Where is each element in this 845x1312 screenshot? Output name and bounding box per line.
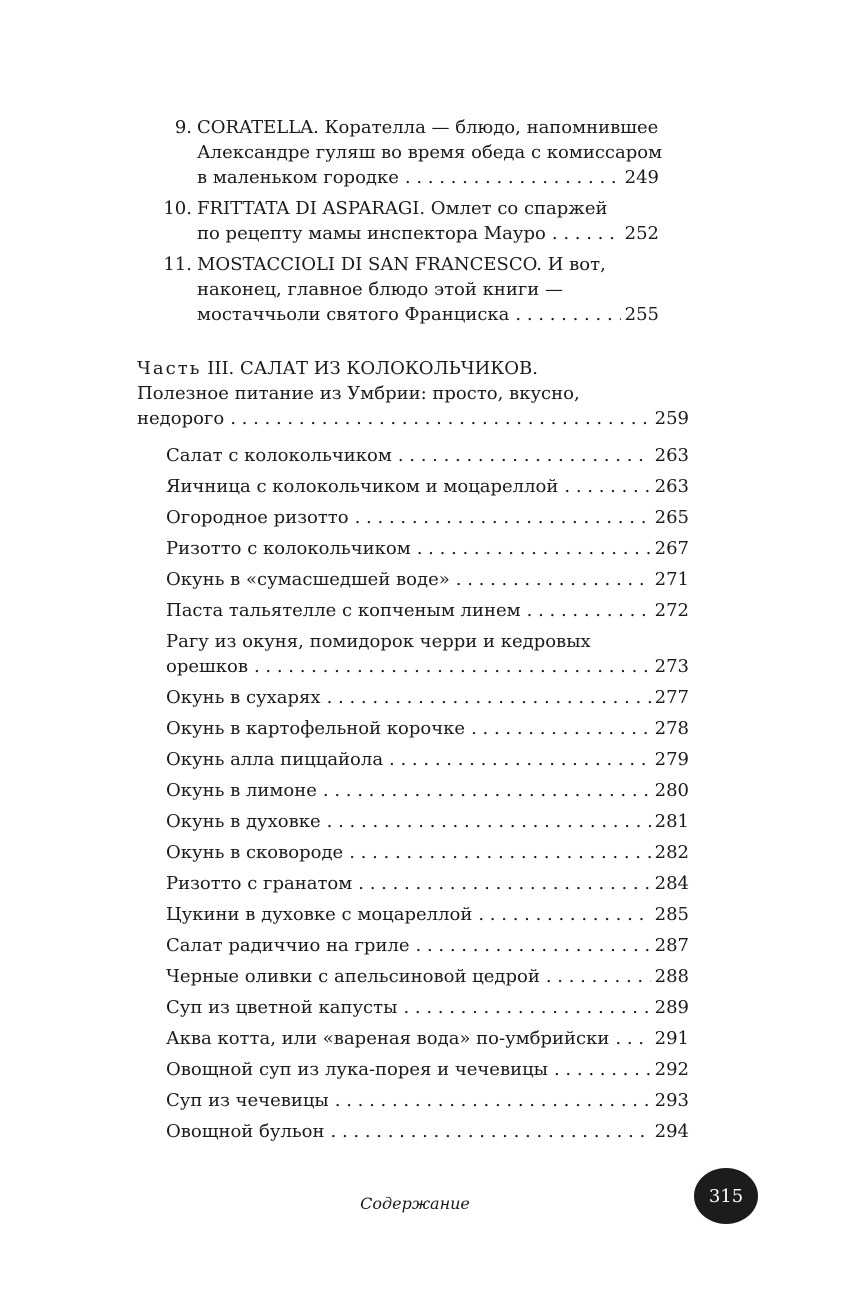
toc-entry[interactable]	[166, 717, 689, 741]
entry-title: Цукини в духовке с моцареллой	[166, 904, 473, 925]
dot-leader	[471, 717, 651, 741]
dot-leader	[615, 1027, 650, 1051]
toc-entry[interactable]	[166, 903, 689, 927]
dot-leader	[527, 599, 651, 623]
dot-leader	[349, 841, 650, 865]
entry-title: Салат радиччио на гриле	[166, 935, 410, 956]
item-title-line: Александре гуляш во время обеда с комиссаром	[197, 142, 663, 163]
item-title-line: наконец, главное блюдо этой книги —	[197, 279, 563, 300]
dot-leader	[355, 506, 651, 530]
dot-leader	[405, 166, 621, 190]
entry-page: 249	[624, 167, 659, 188]
entry-title-line: Рагу из окуня, помидорок черри и кедровых	[166, 631, 591, 652]
toc-entry[interactable]	[166, 965, 689, 989]
entry-page: 272	[654, 600, 689, 621]
toc-entry[interactable]	[166, 1058, 689, 1082]
entry-page: 279	[654, 749, 689, 770]
dot-leader	[546, 965, 651, 989]
entry-page: 277	[654, 687, 689, 708]
item-title-line: MOSTACCIOLI DI SAN FRANCESCO. И вот,	[197, 254, 606, 275]
entry-title: мостаччьоли святого Франциска	[197, 304, 510, 325]
entry-title: Суп из чечевицы	[166, 1090, 329, 1111]
item-title-line: CORATELLA. Кoрателла — блюдо, напомнившее	[197, 117, 659, 138]
entry-page: 291	[654, 1028, 689, 1049]
dot-leader	[327, 810, 651, 834]
entry-title: Овощной бульон	[166, 1121, 325, 1142]
item-number: 11.	[163, 254, 192, 275]
entry-page: 278	[654, 718, 689, 739]
toc-entry[interactable]	[166, 1089, 689, 1113]
entry-page: 282	[654, 842, 689, 863]
entry-title: Окунь в сухарях	[166, 687, 321, 708]
entry-title: Окунь в лимоне	[166, 780, 317, 801]
entry-page: 292	[654, 1059, 689, 1080]
entry-title: Аква котта, или «вареная вода» по-умбрийски	[166, 1028, 610, 1049]
part-label: Часть	[137, 358, 202, 379]
toc-entry[interactable]	[166, 810, 689, 834]
toc-entry[interactable]	[166, 537, 689, 561]
entry-page: 263	[654, 476, 689, 497]
entry-page: 267	[654, 538, 689, 559]
item-title-line: FRITTATA DI ASPARAGI. Омлет со спаржей	[197, 198, 608, 219]
dot-leader	[398, 444, 651, 468]
toc-entry[interactable]	[166, 779, 689, 803]
entry-page: 259	[654, 408, 689, 429]
dot-leader	[254, 655, 651, 679]
entry-title: Овощной суп из лука-порея и чечевицы	[166, 1059, 548, 1080]
entry-page: 273	[654, 656, 689, 677]
part-title: III. САЛАТ ИЗ КОЛОКОЛЬЧИКОВ.	[207, 358, 538, 379]
running-footer: Содержание	[360, 1194, 470, 1213]
part-heading	[137, 357, 538, 381]
toc-entry[interactable]	[166, 996, 689, 1020]
entry-title: Ризотто с колокольчиком	[166, 538, 411, 559]
toc-entry[interactable]	[166, 748, 689, 772]
entry-title: Окунь в картофельной корочке	[166, 718, 466, 739]
dot-leader	[403, 996, 650, 1020]
dot-leader	[456, 568, 651, 592]
dot-leader	[335, 1089, 651, 1113]
toc-entry[interactable]	[166, 872, 689, 896]
entry-page: 281	[654, 811, 689, 832]
entry-page: 285	[654, 904, 689, 925]
dot-leader	[389, 748, 651, 772]
entry-title: недорого	[137, 408, 225, 429]
entry-title: Паста тальятелле с копченым линем	[166, 600, 521, 621]
entry-page: 287	[654, 935, 689, 956]
toc-entry[interactable]	[197, 303, 659, 327]
entry-page: 263	[654, 445, 689, 466]
entry-page: 284	[654, 873, 689, 894]
entry-title: Окунь в сковороде	[166, 842, 344, 863]
toc-entry[interactable]	[166, 841, 689, 865]
dot-leader	[515, 303, 620, 327]
toc-entry[interactable]	[166, 444, 689, 468]
entry-page: 271	[654, 569, 689, 590]
entry-title: Окунь в духовке	[166, 811, 321, 832]
entry-title: Окунь алла пиццайола	[166, 749, 384, 770]
dot-leader	[417, 537, 651, 561]
entry-title: по рецепту мамы инспектора Мауро	[197, 223, 546, 244]
item-number: 10.	[163, 198, 192, 219]
entry-page: 294	[654, 1121, 689, 1142]
entry-title: Окунь в «сумасшедшей воде»	[166, 569, 450, 590]
dot-leader	[416, 934, 651, 958]
entry-page: 265	[654, 507, 689, 528]
entry-page: 280	[654, 780, 689, 801]
toc-entry[interactable]	[166, 568, 689, 592]
entry-title: Суп из цветной капусты	[166, 997, 398, 1018]
dot-leader	[554, 1058, 651, 1082]
entry-page: 255	[624, 304, 659, 325]
toc-entry[interactable]	[166, 1120, 689, 1144]
entry-title: Салат с колокольчиком	[166, 445, 392, 466]
toc-entry[interactable]	[166, 599, 689, 623]
entry-title: Огородное ризотто	[166, 507, 349, 528]
dot-leader	[327, 686, 651, 710]
dot-leader	[564, 475, 650, 499]
entry-title: Черные оливки с апельсиновой цедрой	[166, 966, 540, 987]
dot-leader	[552, 222, 621, 246]
toc-entry-part[interactable]	[137, 407, 689, 431]
part-subtitle: Полезное питание из Умбрии: просто, вкусно,	[137, 383, 580, 404]
entry-title: Ризотто с гранатом	[166, 873, 353, 894]
entry-page: 288	[654, 966, 689, 987]
dot-leader	[331, 1120, 651, 1144]
toc-entry[interactable]	[197, 222, 659, 246]
toc-entry[interactable]	[166, 934, 689, 958]
toc-entry[interactable]	[166, 475, 689, 499]
page-number-badge: 315	[694, 1168, 758, 1224]
item-number: 9.	[174, 117, 192, 138]
entry-title: Яичница с колокольчиком и моцареллой	[166, 476, 559, 497]
dot-leader	[230, 407, 650, 431]
toc-entry[interactable]	[197, 166, 659, 190]
dot-leader	[323, 779, 651, 803]
toc-entry[interactable]	[166, 686, 689, 710]
dot-leader	[358, 872, 650, 896]
entry-page: 252	[624, 223, 659, 244]
entry-title: орешков	[166, 656, 248, 677]
entry-title: в маленьком городке	[197, 167, 399, 188]
dot-leader	[478, 903, 650, 927]
entry-page: 293	[654, 1090, 689, 1111]
toc-entry[interactable]	[166, 655, 689, 679]
entry-page: 289	[654, 997, 689, 1018]
toc-entry[interactable]	[166, 506, 689, 530]
toc-entry[interactable]	[166, 1027, 689, 1051]
